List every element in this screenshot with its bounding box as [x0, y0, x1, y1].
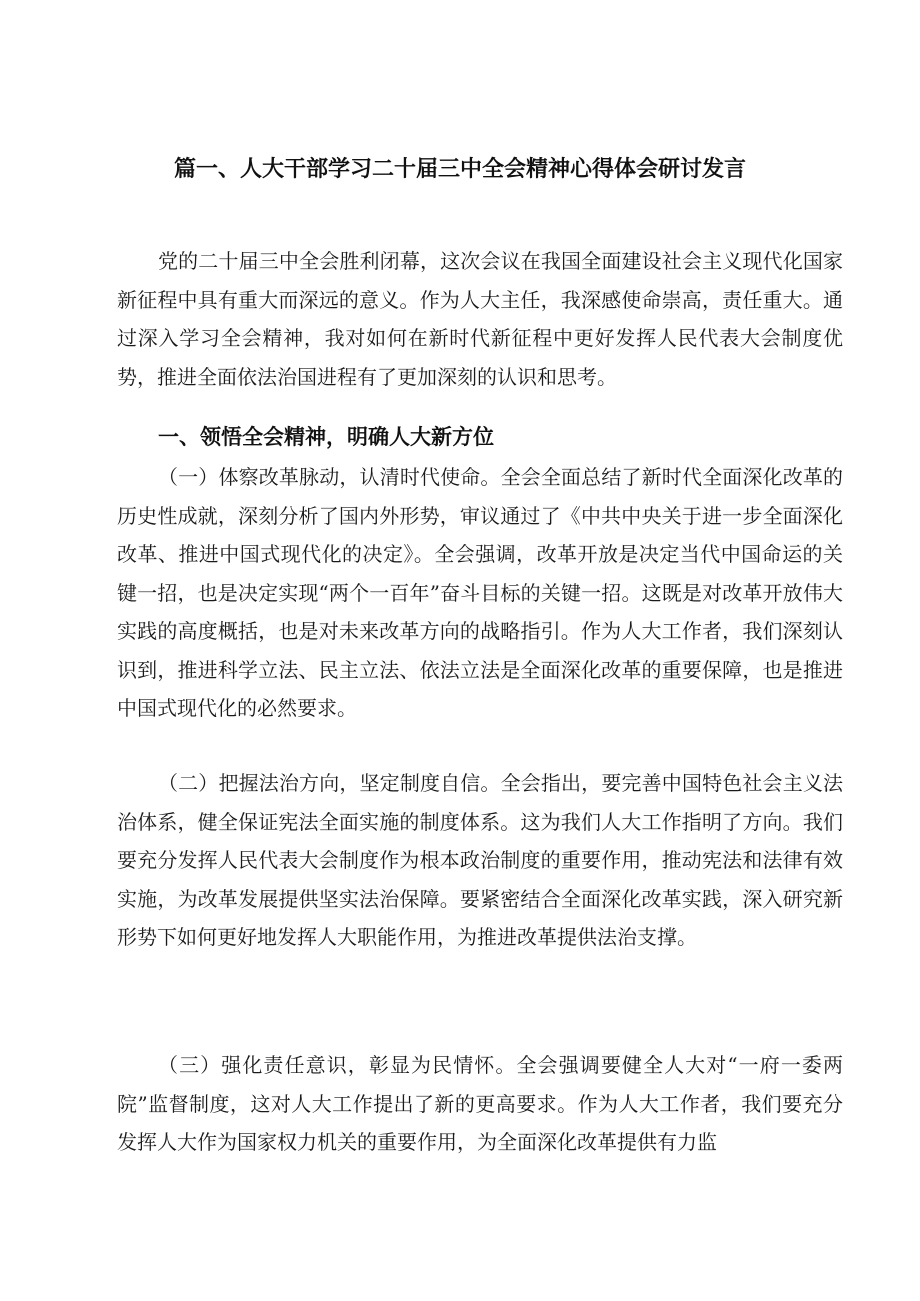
paragraph-3: （三）强化责任意识，彰显为民情怀。全会强调要健全人大对“一府一委两院”监督制度，这对人大工作提出了新的更高要求。作为人大工作者，我们要充分发挥人大作为国家权力机关的重要作用，为全面深化改革提供有力监 [117, 1053, 843, 1154]
paragraph-2: （二）把握法治方向，坚定制度自信。全会指出，要完善中国特色社会主义法治体系，健全保证宪法全面实施的制度体系。这为我们人大工作指明了方向。我们要充分发挥人民代表大会制度作为根本政治制度的重要作用，推动宪法和法律有效实施，为改革发展提供坚实法治保障。要紧密结合全面深化改革实践，深入研究新形势下如何更好地发挥人大职能作用，为推进改革提供法治支撑。 [117, 771, 843, 949]
intro-paragraph: 党的二十届三中全会胜利闭幕，这次会议在我国全面建设社会主义现代化国家新征程中具有重大而深远的意义。作为人大主任，我深感使命崇高，责任重大。通过深入学习全会精神，我对如何在新时代新征程中更好发挥人民代表大会制度优势，推进全面依法治国进程有了更加深刻的认识和思考。 [117, 249, 843, 389]
section-heading: 一、领悟全会精神，明确人大新方位 [158, 425, 494, 449]
paragraph-1: （一）体察改革脉动，认清时代使命。全会全面总结了新时代全面深化改革的历史性成就，深刻分析了国内外形势，审议通过了《中共中央关于进一步全面深化改革、推进中国式现代化的决定》。全会强调，改革开放是决定当代中国命运的关键一招，也是决定实现“两个一百年”奋斗目标的关键一招。这既是对改革开放伟大实践的高度概括，也是对未来改革方向的战略指引。作为人大工作者，我们深刻认识到，推进科学立法、民主立法、依法立法是全面深化改革的重要保障，也是推进中国式现代化的必然要求。 [117, 465, 843, 720]
document-title: 篇一、人大干部学习二十届三中全会精神心得体会研讨发言 [173, 157, 746, 182]
